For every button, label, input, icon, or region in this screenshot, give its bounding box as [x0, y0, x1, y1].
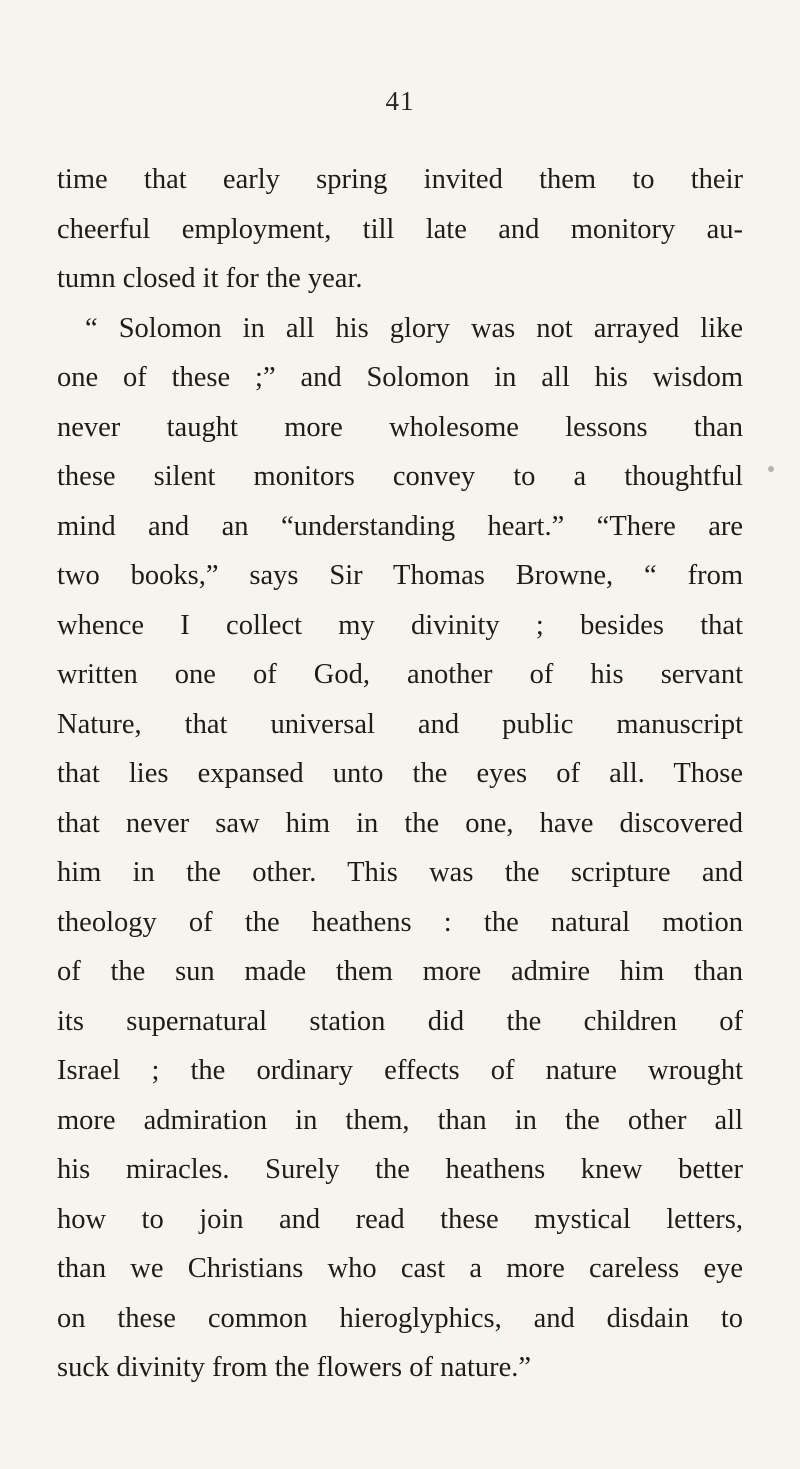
text-line: that never saw him in the one, have discovered [57, 807, 743, 839]
text-line: cheerful employment, till late and monitory au- [57, 213, 743, 245]
text-line: one of these ;” and Solomon in all his wisdom [57, 362, 743, 393]
text-line: theology of the heathens : the natural motion [57, 906, 743, 938]
text-line: more admiration in them, than in the other all [57, 1104, 743, 1136]
paper-speck [768, 466, 774, 472]
text-line: that lies expansed unto the eyes of all. Those [57, 758, 743, 789]
text-line: whence I collect my divinity ; besides that [57, 609, 743, 641]
text-line: him in the other. This was the scripture and [57, 857, 743, 888]
text-line: mind and an “understanding heart.” “There are [57, 510, 743, 542]
text-line: Israel ; the ordinary effects of nature wrought [57, 1055, 743, 1086]
text-line: its supernatural station did the children of [57, 1005, 743, 1037]
text-line: his miracles. Surely the heathens knew better [57, 1154, 743, 1185]
text-line: of the sun made them more admire him than [57, 956, 743, 987]
text-line: these silent monitors convey to a thoughtful [57, 461, 743, 492]
text-line: time that early spring invited them to their [57, 164, 743, 195]
text-line: never taught more wholesome lessons than [57, 411, 743, 443]
text-line: suck divinity from the flowers of nature.” [57, 1352, 532, 1383]
text-line: on these common hieroglyphics, and disdain to [57, 1302, 743, 1334]
text-line: written one of God, another of his servant [57, 659, 743, 690]
page-number: 41 [385, 86, 415, 116]
text-line: than we Christians who cast a more careless eye [57, 1253, 743, 1284]
text-line: how to join and read these mystical letters, [57, 1203, 743, 1235]
text-line: “ Solomon in all his glory was not arrayed like [85, 312, 743, 344]
text-line: Nature, that universal and public manuscript [57, 708, 743, 740]
text-line: tumn closed it for the year. [57, 263, 363, 294]
body-text [57, 155, 743, 1393]
text-line: two books,” says Sir Thomas Browne, “ from [57, 560, 743, 591]
